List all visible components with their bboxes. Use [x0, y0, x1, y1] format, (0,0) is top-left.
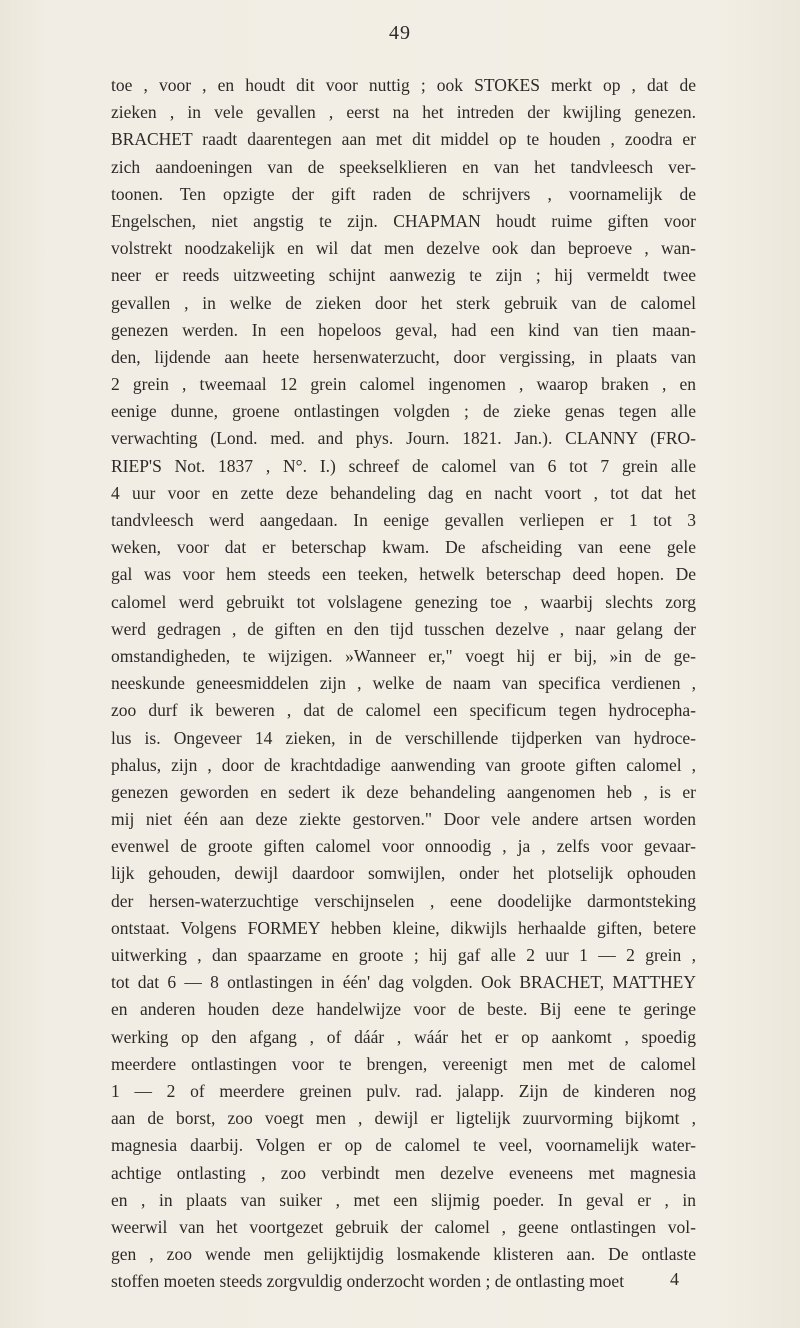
text-line: neer er reeds uitzweeting schijnt aanwezig te zijn ; hij vermeldt twee	[111, 265, 696, 286]
text-line: mij niet één aan deze ziekte gestorven." Door vele andere artsen worden	[111, 809, 696, 830]
text-line: den, lijdende aan heete hersenwaterzucht, door vergissing, in plaats van	[111, 346, 696, 367]
text-line: toe , voor , en houdt dit voor nuttig ; ook STOKES merkt op , dat de	[111, 75, 696, 95]
text-line: lijk gehouden, dewijl daardoor somwijlen, onder het plotselijk ophouden	[111, 863, 696, 884]
text-line: stoffen moeten steeds zorgvuldig onderzocht worden ; de ontlasting moet	[111, 1271, 625, 1292]
text-line: weken, voor dat er beterschap kwam. De afscheiding van eene gele	[111, 537, 696, 558]
text-line: meerdere ontlastingen voor te brengen, vereenigt men met de calomel	[111, 1053, 696, 1074]
text-line: aan de borst, zoo voegt men , dewijl er ligtelijk zuurvorming bijkomt ,	[111, 1108, 696, 1129]
text-line: calomel werd gebruikt tot volslagene genezing toe , waarbij slechts zorg	[111, 591, 696, 612]
text-line: gevallen , in welke de zieken door het sterk gebruik van de calomel	[111, 292, 696, 313]
text-line: verwachting (Lond. med. and phys. Journ. 1821. Jan.). CLANNY (FRO-	[111, 428, 696, 449]
text-line: phalus, zijn , door de krachtdadige aanwending van groote giften calomel ,	[111, 754, 696, 775]
text-line: zieken , in vele gevallen , eerst na het intreden der kwijling genezen.	[111, 102, 696, 123]
text-line: en anderen houden deze handelwijze voor de beste. Bij eene te geringe	[111, 999, 696, 1020]
text-line: neeskunde geneesmiddelen zijn , welke de naam van specifica verdienen ,	[111, 673, 696, 694]
text-line: tandvleesch werd aangedaan. In eenige gevallen verliepen er 1 tot 3	[111, 510, 696, 530]
text-line: zich aandoeningen van de speekselklieren en van het tandvleesch ver-	[111, 156, 696, 177]
text-line: zoo durf ik beweren , dat de calomel een specificum tegen hydrocepha-	[111, 700, 696, 721]
text-line: 1 — 2 of meerdere greinen pulv. rad. jalapp. Zijn de kinderen nog	[111, 1080, 696, 1101]
text-line: achtige ontlasting , zoo verbindt men dezelve eveneens met magnesia	[111, 1162, 696, 1183]
text-line: 4 uur voor en zette deze behandeling dag en nacht voort , tot dat het	[111, 482, 696, 503]
text-line: gen , zoo wende men gelijktijdig losmakende klisteren aan. De ontlaste	[111, 1244, 696, 1265]
text-line: werking op den afgang , of dáár , wáár het er op aankomt , spoedig	[111, 1026, 696, 1047]
text-line: uitwerking , dan spaarzame en groote ; hij gaf alle 2 uur 1 — 2 grein ,	[111, 945, 696, 965]
text-line: der hersen-waterzuchtige verschijnselen , eene doodelijke darmontsteking	[111, 890, 696, 911]
text-line: toonen. Ten opzigte der gift raden de schrijvers , voornamelijk de	[111, 183, 696, 204]
text-line: lus is. Ongeveer 14 zieken, in de verschillende tijdperken van hydroce-	[111, 727, 696, 748]
text-line: volstrekt noodzakelijk en wil dat men dezelve ook dan beproeve , wan-	[111, 238, 696, 259]
text-line: evenwel de groote giften calomel voor onnoodig , ja , zelfs voor gevaar-	[111, 836, 696, 857]
text-line: ontstaat. Volgens FORMEY hebben kleine, dikwijls herhaalde giften, betere	[111, 917, 696, 938]
text-line: magnesia daarbij. Volgen er op de calomel te veel, voornamelijk water-	[111, 1135, 696, 1156]
text-line: eenige dunne, groene ontlastingen volgden ; de zieke genas tegen alle	[111, 401, 696, 422]
text-line: en , in plaats van suiker , met een slijmig poeder. In geval er , in	[111, 1189, 696, 1210]
text-line: tot dat 6 — 8 ontlastingen in één' dag volgden. Ook BRACHET, MATTHEY	[111, 972, 696, 993]
text-line: RIEP'S Not. 1837 , N°. I.) schreef de calomel van 6 tot 7 grein alle	[111, 455, 696, 476]
text-line: genezen geworden en sedert ik deze behandeling aangenomen heb , is er	[111, 781, 696, 802]
text-line: weerwil van het voortgezet gebruik der calomel , geene ontlastingen vol-	[111, 1216, 696, 1237]
text-line: omstandigheden, te wijzigen. »Wanneer er," voegt hij er bij, »in de ge-	[111, 645, 696, 666]
text-line: 2 grein , tweemaal 12 grein calomel ingenomen , waarop braken , en	[111, 374, 696, 395]
page-number: 49	[389, 22, 411, 44]
body-text	[111, 72, 696, 1295]
text-line: werd gedragen , de giften en den tijd tusschen dezelve , naar gelang der	[111, 618, 696, 639]
text-line: gal was voor hem steeds een teeken, hetwelk beterschap deed hopen. De	[111, 564, 696, 585]
text-line: BRACHET raadt daarentegen aan met dit middel op te houden , zoodra er	[111, 129, 696, 150]
text-line: genezen werden. In een hopeloos geval, had een kind van tien maan-	[111, 319, 696, 340]
text-line: Engelschen, niet angstig te zijn. CHAPMAN houdt ruime giften voor	[111, 210, 696, 231]
catchword: 4	[670, 1269, 679, 1289]
